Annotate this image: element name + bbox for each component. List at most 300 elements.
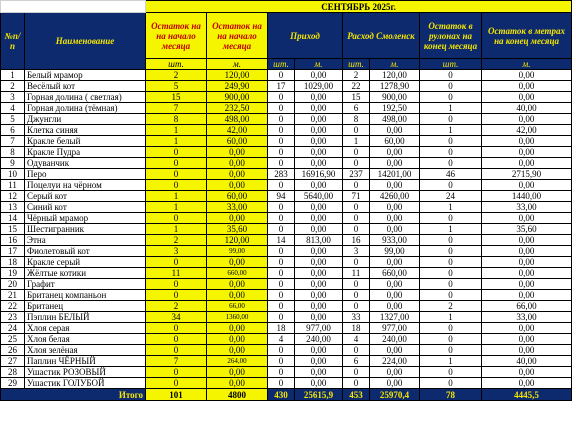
end-m-cell[interactable]: 40,00 (482, 103, 572, 114)
start-m-cell[interactable]: 120,00 (207, 70, 268, 81)
start-m-cell[interactable]: 35,60 (207, 224, 268, 235)
end-rolls-cell[interactable]: 0 (420, 323, 482, 334)
income-m-cell[interactable]: 0,00 (295, 268, 343, 279)
start-m-cell[interactable]: 0,00 (207, 323, 268, 334)
income-pcs-cell[interactable]: 0 (268, 125, 295, 136)
income-m-cell[interactable]: 0,00 (295, 301, 343, 312)
expense-pcs-cell[interactable]: 16 (343, 235, 370, 246)
expense-pcs-cell[interactable]: 0 (343, 290, 370, 301)
start-m-cell[interactable]: 0,00 (207, 279, 268, 290)
start-m-cell[interactable]: 498,00 (207, 114, 268, 125)
income-m-cell[interactable]: 0,00 (295, 224, 343, 235)
expense-pcs-cell[interactable]: 0 (343, 224, 370, 235)
income-m-cell[interactable]: 0,00 (295, 378, 343, 389)
expense-m-cell[interactable]: 0,00 (370, 125, 420, 136)
expense-m-cell[interactable]: 192,50 (370, 103, 420, 114)
expense-m-cell[interactable]: 0,00 (370, 257, 420, 268)
start-m-cell[interactable]: 99,00 (207, 246, 268, 257)
item-name-cell[interactable]: Джунгли (25, 114, 146, 125)
end-rolls-cell[interactable]: 0 (420, 180, 482, 191)
item-name-cell[interactable]: Этна (25, 235, 146, 246)
income-pcs-cell[interactable]: 0 (268, 103, 295, 114)
start-pcs-cell[interactable]: 0 (146, 180, 207, 191)
expense-pcs-cell[interactable]: 11 (343, 268, 370, 279)
end-m-cell[interactable]: 0,00 (482, 158, 572, 169)
start-pcs-cell[interactable]: 0 (146, 334, 207, 345)
end-m-cell[interactable]: 0,00 (482, 180, 572, 191)
item-name-cell[interactable]: Одуванчик (25, 158, 146, 169)
expense-pcs-cell[interactable]: 0 (343, 279, 370, 290)
end-rolls-cell[interactable]: 24 (420, 191, 482, 202)
total-start-m[interactable]: 4800 (207, 389, 268, 401)
income-m-cell[interactable]: 0,00 (295, 246, 343, 257)
start-m-cell[interactable]: 0,00 (207, 257, 268, 268)
expense-m-cell[interactable]: 120,00 (370, 70, 420, 81)
end-rolls-cell[interactable]: 0 (420, 235, 482, 246)
end-m-cell[interactable]: 0,00 (482, 334, 572, 345)
end-m-cell[interactable]: 0,00 (482, 246, 572, 257)
header-end-rolls[interactable]: Остаток в рулонах на конец месяца (420, 13, 482, 59)
item-name-cell[interactable]: Горная долина (тёмная) (25, 103, 146, 114)
expense-pcs-cell[interactable]: 22 (343, 81, 370, 92)
unit-cell[interactable]: шт. (343, 59, 370, 70)
end-rolls-cell[interactable]: 0 (420, 81, 482, 92)
start-pcs-cell[interactable]: 2 (146, 301, 207, 312)
total-label[interactable]: Итого (1, 389, 146, 401)
end-m-cell[interactable]: 2715,90 (482, 169, 572, 180)
total-end-m[interactable]: 4445,5 (482, 389, 572, 401)
expense-pcs-cell[interactable]: 0 (343, 125, 370, 136)
header-expense[interactable]: Расход Смоленск (343, 13, 420, 59)
income-m-cell[interactable]: 1029,00 (295, 81, 343, 92)
end-rolls-cell[interactable]: 1 (420, 356, 482, 367)
start-pcs-cell[interactable]: 2 (146, 70, 207, 81)
start-pcs-cell[interactable]: 0 (146, 279, 207, 290)
unit-cell[interactable]: шт. (420, 59, 482, 70)
expense-m-cell[interactable]: 498,00 (370, 114, 420, 125)
expense-m-cell[interactable]: 99,00 (370, 246, 420, 257)
end-m-cell[interactable]: 0,00 (482, 92, 572, 103)
income-m-cell[interactable]: 0,00 (295, 158, 343, 169)
end-m-cell[interactable]: 0,00 (482, 345, 572, 356)
row-number-cell[interactable]: 27 (1, 356, 25, 367)
header-income[interactable]: Приход (268, 13, 343, 59)
expense-pcs-cell[interactable]: 0 (343, 147, 370, 158)
item-name-cell[interactable]: Хлоя серая (25, 323, 146, 334)
end-rolls-cell[interactable]: 0 (420, 114, 482, 125)
expense-pcs-cell[interactable]: 0 (343, 301, 370, 312)
item-name-cell[interactable]: Ушастик ГОЛУБОЙ (25, 378, 146, 389)
total-income-pcs[interactable]: 430 (268, 389, 295, 401)
start-m-cell[interactable]: 0,00 (207, 290, 268, 301)
start-m-cell[interactable]: 0,00 (207, 147, 268, 158)
item-name-cell[interactable]: Бритaнец компаньон (25, 290, 146, 301)
income-pcs-cell[interactable]: 283 (268, 169, 295, 180)
item-name-cell[interactable]: Поцелуи на чёрном (25, 180, 146, 191)
income-m-cell[interactable]: 0,00 (295, 114, 343, 125)
income-pcs-cell[interactable]: 0 (268, 257, 295, 268)
start-pcs-cell[interactable]: 0 (146, 169, 207, 180)
end-m-cell[interactable]: 0,00 (482, 213, 572, 224)
income-pcs-cell[interactable]: 0 (268, 356, 295, 367)
row-number-cell[interactable]: 11 (1, 180, 25, 191)
end-rolls-cell[interactable]: 0 (420, 158, 482, 169)
expense-pcs-cell[interactable]: 4 (343, 334, 370, 345)
income-pcs-cell[interactable]: 0 (268, 136, 295, 147)
income-pcs-cell[interactable]: 0 (268, 290, 295, 301)
end-rolls-cell[interactable]: 0 (420, 70, 482, 81)
end-m-cell[interactable]: 33,00 (482, 312, 572, 323)
income-m-cell[interactable]: 0,00 (295, 213, 343, 224)
expense-pcs-cell[interactable]: 3 (343, 246, 370, 257)
item-name-cell[interactable]: Перо (25, 169, 146, 180)
end-m-cell[interactable]: 33,00 (482, 202, 572, 213)
row-number-cell[interactable]: 25 (1, 334, 25, 345)
start-pcs-cell[interactable]: 1 (146, 191, 207, 202)
start-pcs-cell[interactable]: 1 (146, 136, 207, 147)
start-m-cell[interactable]: 33,00 (207, 202, 268, 213)
start-m-cell[interactable]: 1360,00 (207, 312, 268, 323)
end-rolls-cell[interactable]: 0 (420, 136, 482, 147)
start-m-cell[interactable]: 249,90 (207, 81, 268, 92)
item-name-cell[interactable]: Фиолетовый кот (25, 246, 146, 257)
income-m-cell[interactable]: 0,00 (295, 125, 343, 136)
expense-m-cell[interactable]: 0,00 (370, 202, 420, 213)
income-m-cell[interactable]: 0,00 (295, 356, 343, 367)
income-m-cell[interactable]: 0,00 (295, 180, 343, 191)
item-name-cell[interactable]: Чёрный мрамор (25, 213, 146, 224)
item-name-cell[interactable]: Белый мрамор (25, 70, 146, 81)
start-m-cell[interactable]: 0,00 (207, 180, 268, 191)
income-m-cell[interactable]: 977,00 (295, 323, 343, 334)
header-start-pcs[interactable]: Остаток на на начало месяца (146, 13, 207, 59)
row-number-cell[interactable]: 1 (1, 70, 25, 81)
expense-m-cell[interactable]: 0,00 (370, 279, 420, 290)
start-m-cell[interactable]: 660,00 (207, 268, 268, 279)
income-m-cell[interactable]: 0,00 (295, 147, 343, 158)
income-pcs-cell[interactable]: 4 (268, 334, 295, 345)
income-m-cell[interactable]: 240,00 (295, 334, 343, 345)
end-rolls-cell[interactable]: 0 (420, 279, 482, 290)
row-number-cell[interactable]: 20 (1, 279, 25, 290)
expense-m-cell[interactable]: 1278,90 (370, 81, 420, 92)
income-m-cell[interactable]: 5640,00 (295, 191, 343, 202)
end-m-cell[interactable]: 0,00 (482, 323, 572, 334)
expense-m-cell[interactable]: 0,00 (370, 147, 420, 158)
row-number-cell[interactable]: 2 (1, 81, 25, 92)
item-name-cell[interactable]: Синий кот (25, 202, 146, 213)
unit-cell[interactable]: м. (482, 59, 572, 70)
unit-cell[interactable]: шт. (268, 59, 295, 70)
expense-pcs-cell[interactable]: 18 (343, 323, 370, 334)
item-name-cell[interactable]: Жёлтые котики (25, 268, 146, 279)
end-m-cell[interactable]: 0,00 (482, 367, 572, 378)
item-name-cell[interactable]: Серый кот (25, 191, 146, 202)
income-m-cell[interactable]: 0,00 (295, 92, 343, 103)
income-m-cell[interactable]: 0,00 (295, 367, 343, 378)
expense-m-cell[interactable]: 0,00 (370, 290, 420, 301)
start-pcs-cell[interactable]: 0 (146, 147, 207, 158)
end-m-cell[interactable]: 0,00 (482, 147, 572, 158)
start-pcs-cell[interactable]: 0 (146, 213, 207, 224)
end-rolls-cell[interactable]: 2 (420, 301, 482, 312)
income-m-cell[interactable]: 0,00 (295, 103, 343, 114)
expense-m-cell[interactable]: 0,00 (370, 213, 420, 224)
start-m-cell[interactable]: 0,00 (207, 367, 268, 378)
row-number-cell[interactable]: 10 (1, 169, 25, 180)
total-end-rolls[interactable]: 78 (420, 389, 482, 401)
header-name[interactable]: Наименование (25, 13, 146, 70)
row-number-cell[interactable]: 15 (1, 224, 25, 235)
expense-pcs-cell[interactable]: 237 (343, 169, 370, 180)
start-m-cell[interactable]: 42,00 (207, 125, 268, 136)
unit-cell[interactable]: шт. (146, 59, 207, 70)
row-number-cell[interactable]: 23 (1, 312, 25, 323)
end-m-cell[interactable]: 66,00 (482, 301, 572, 312)
row-number-cell[interactable]: 28 (1, 367, 25, 378)
start-m-cell[interactable]: 60,00 (207, 191, 268, 202)
expense-pcs-cell[interactable]: 15 (343, 92, 370, 103)
item-name-cell[interactable]: Горная долина ( светлая) (25, 92, 146, 103)
expense-m-cell[interactable]: 1327,00 (370, 312, 420, 323)
start-pcs-cell[interactable]: 3 (146, 246, 207, 257)
start-pcs-cell[interactable]: 0 (146, 158, 207, 169)
expense-m-cell[interactable]: 977,00 (370, 323, 420, 334)
income-pcs-cell[interactable]: 0 (268, 279, 295, 290)
start-m-cell[interactable]: 264,00 (207, 356, 268, 367)
end-rolls-cell[interactable]: 1 (420, 125, 482, 136)
income-pcs-cell[interactable]: 0 (268, 224, 295, 235)
expense-m-cell[interactable]: 0,00 (370, 378, 420, 389)
header-end-m[interactable]: Остаток в метрах на конец месяца (482, 13, 572, 59)
end-m-cell[interactable]: 1440,00 (482, 191, 572, 202)
expense-m-cell[interactable]: 240,00 (370, 334, 420, 345)
expense-m-cell[interactable]: 60,00 (370, 136, 420, 147)
expense-m-cell[interactable]: 0,00 (370, 345, 420, 356)
row-number-cell[interactable]: 22 (1, 301, 25, 312)
expense-m-cell[interactable]: 224,00 (370, 356, 420, 367)
expense-pcs-cell[interactable]: 0 (343, 345, 370, 356)
end-m-cell[interactable]: 0,00 (482, 81, 572, 92)
end-m-cell[interactable]: 42,00 (482, 125, 572, 136)
start-pcs-cell[interactable]: 8 (146, 114, 207, 125)
income-pcs-cell[interactable]: 0 (268, 268, 295, 279)
end-m-cell[interactable]: 35,60 (482, 224, 572, 235)
expense-pcs-cell[interactable]: 1 (343, 136, 370, 147)
item-name-cell[interactable]: Хлоя белая (25, 334, 146, 345)
unit-cell[interactable]: м. (207, 59, 268, 70)
end-m-cell[interactable]: 0,00 (482, 290, 572, 301)
end-m-cell[interactable]: 0,00 (482, 114, 572, 125)
start-m-cell[interactable]: 232,50 (207, 103, 268, 114)
end-m-cell[interactable]: 0,00 (482, 136, 572, 147)
item-name-cell[interactable]: Графит (25, 279, 146, 290)
income-m-cell[interactable]: 0,00 (295, 70, 343, 81)
item-name-cell[interactable]: Весёлый кот (25, 81, 146, 92)
expense-pcs-cell[interactable]: 71 (343, 191, 370, 202)
start-pcs-cell[interactable]: 7 (146, 356, 207, 367)
expense-m-cell[interactable]: 0,00 (370, 158, 420, 169)
row-number-cell[interactable]: 18 (1, 257, 25, 268)
expense-pcs-cell[interactable]: 0 (343, 180, 370, 191)
expense-m-cell[interactable]: 933,00 (370, 235, 420, 246)
unit-cell[interactable]: м. (370, 59, 420, 70)
end-rolls-cell[interactable]: 0 (420, 334, 482, 345)
start-m-cell[interactable]: 0,00 (207, 345, 268, 356)
end-m-cell[interactable]: 40,00 (482, 356, 572, 367)
row-number-cell[interactable]: 13 (1, 202, 25, 213)
income-pcs-cell[interactable]: 0 (268, 70, 295, 81)
row-number-cell[interactable]: 12 (1, 191, 25, 202)
row-number-cell[interactable]: 3 (1, 92, 25, 103)
end-rolls-cell[interactable]: 1 (420, 103, 482, 114)
income-pcs-cell[interactable]: 0 (268, 367, 295, 378)
header-start-m[interactable]: Остаток на на начало месяца (207, 13, 268, 59)
start-pcs-cell[interactable]: 5 (146, 81, 207, 92)
item-name-cell[interactable]: Кракле белый (25, 136, 146, 147)
income-pcs-cell[interactable]: 0 (268, 114, 295, 125)
start-pcs-cell[interactable]: 0 (146, 257, 207, 268)
row-number-cell[interactable]: 8 (1, 147, 25, 158)
row-number-cell[interactable]: 17 (1, 246, 25, 257)
income-pcs-cell[interactable]: 0 (268, 345, 295, 356)
income-pcs-cell[interactable]: 0 (268, 301, 295, 312)
start-m-cell[interactable]: 120,00 (207, 235, 268, 246)
expense-pcs-cell[interactable]: 0 (343, 213, 370, 224)
row-number-cell[interactable]: 16 (1, 235, 25, 246)
income-m-cell[interactable]: 0,00 (295, 136, 343, 147)
item-name-cell[interactable]: Кракле Пудра (25, 147, 146, 158)
item-name-cell[interactable]: Бритaнец (25, 301, 146, 312)
item-name-cell[interactable]: Ушастик РОЗОВЫЙ (25, 367, 146, 378)
end-rolls-cell[interactable]: 0 (420, 147, 482, 158)
total-expense-pcs[interactable]: 453 (343, 389, 370, 401)
expense-pcs-cell[interactable]: 0 (343, 378, 370, 389)
unit-cell[interactable]: м. (295, 59, 343, 70)
item-name-cell[interactable]: Хлоя зелёная (25, 345, 146, 356)
income-pcs-cell[interactable]: 18 (268, 323, 295, 334)
expense-m-cell[interactable]: 4260,00 (370, 191, 420, 202)
end-m-cell[interactable]: 0,00 (482, 378, 572, 389)
income-m-cell[interactable]: 0,00 (295, 312, 343, 323)
total-income-m[interactable]: 25615,9 (295, 389, 343, 401)
start-pcs-cell[interactable]: 34 (146, 312, 207, 323)
expense-m-cell[interactable]: 14201,00 (370, 169, 420, 180)
row-number-cell[interactable]: 26 (1, 345, 25, 356)
income-pcs-cell[interactable]: 0 (268, 158, 295, 169)
expense-pcs-cell[interactable]: 0 (343, 257, 370, 268)
expense-pcs-cell[interactable]: 0 (343, 202, 370, 213)
income-pcs-cell[interactable]: 0 (268, 92, 295, 103)
item-name-cell[interactable]: Шестигранник (25, 224, 146, 235)
income-m-cell[interactable]: 0,00 (295, 279, 343, 290)
income-m-cell[interactable]: 813,00 (295, 235, 343, 246)
start-pcs-cell[interactable]: 2 (146, 235, 207, 246)
row-number-cell[interactable]: 14 (1, 213, 25, 224)
income-m-cell[interactable]: 0,00 (295, 202, 343, 213)
start-pcs-cell[interactable]: 0 (146, 290, 207, 301)
row-number-cell[interactable]: 9 (1, 158, 25, 169)
item-name-cell[interactable]: Пэплин БЕЛЫЙ (25, 312, 146, 323)
start-pcs-cell[interactable]: 0 (146, 345, 207, 356)
start-pcs-cell[interactable]: 15 (146, 92, 207, 103)
end-rolls-cell[interactable]: 0 (420, 290, 482, 301)
expense-pcs-cell[interactable]: 33 (343, 312, 370, 323)
start-pcs-cell[interactable]: 7 (146, 103, 207, 114)
income-pcs-cell[interactable]: 0 (268, 147, 295, 158)
total-expense-m[interactable]: 25970,4 (370, 389, 420, 401)
income-pcs-cell[interactable]: 94 (268, 191, 295, 202)
start-m-cell[interactable]: 0,00 (207, 158, 268, 169)
start-pcs-cell[interactable]: 1 (146, 224, 207, 235)
income-pcs-cell[interactable]: 0 (268, 213, 295, 224)
end-rolls-cell[interactable]: 1 (420, 312, 482, 323)
expense-pcs-cell[interactable]: 8 (343, 114, 370, 125)
end-rolls-cell[interactable]: 0 (420, 345, 482, 356)
income-pcs-cell[interactable]: 0 (268, 246, 295, 257)
income-m-cell[interactable]: 16916,90 (295, 169, 343, 180)
item-name-cell[interactable]: Кракле серый (25, 257, 146, 268)
start-m-cell[interactable]: 0,00 (207, 213, 268, 224)
header-num[interactable]: №п/п (1, 13, 25, 70)
start-pcs-cell[interactable]: 1 (146, 125, 207, 136)
end-rolls-cell[interactable]: 0 (420, 378, 482, 389)
end-rolls-cell[interactable]: 0 (420, 246, 482, 257)
row-number-cell[interactable]: 24 (1, 323, 25, 334)
row-number-cell[interactable]: 19 (1, 268, 25, 279)
start-pcs-cell[interactable]: 11 (146, 268, 207, 279)
start-m-cell[interactable]: 900,00 (207, 92, 268, 103)
income-m-cell[interactable]: 0,00 (295, 257, 343, 268)
start-m-cell[interactable]: 60,00 (207, 136, 268, 147)
expense-m-cell[interactable]: 900,00 (370, 92, 420, 103)
income-pcs-cell[interactable]: 17 (268, 81, 295, 92)
end-rolls-cell[interactable]: 0 (420, 268, 482, 279)
end-rolls-cell[interactable]: 1 (420, 202, 482, 213)
end-rolls-cell[interactable]: 0 (420, 257, 482, 268)
end-m-cell[interactable]: 0,00 (482, 70, 572, 81)
income-pcs-cell[interactable]: 0 (268, 202, 295, 213)
row-number-cell[interactable]: 21 (1, 290, 25, 301)
start-pcs-cell[interactable]: 1 (146, 202, 207, 213)
expense-m-cell[interactable]: 0,00 (370, 367, 420, 378)
income-pcs-cell[interactable]: 0 (268, 378, 295, 389)
start-pcs-cell[interactable]: 0 (146, 367, 207, 378)
end-rolls-cell[interactable]: 0 (420, 92, 482, 103)
end-rolls-cell[interactable]: 46 (420, 169, 482, 180)
end-m-cell[interactable]: 0,00 (482, 257, 572, 268)
start-m-cell[interactable]: 0,00 (207, 334, 268, 345)
expense-pcs-cell[interactable]: 2 (343, 70, 370, 81)
expense-m-cell[interactable]: 0,00 (370, 301, 420, 312)
start-m-cell[interactable]: 66,00 (207, 301, 268, 312)
row-number-cell[interactable]: 4 (1, 103, 25, 114)
end-m-cell[interactable]: 0,00 (482, 279, 572, 290)
end-rolls-cell[interactable]: 0 (420, 213, 482, 224)
start-m-cell[interactable]: 0,00 (207, 169, 268, 180)
item-name-cell[interactable]: Клетка синяя (25, 125, 146, 136)
income-pcs-cell[interactable]: 14 (268, 235, 295, 246)
expense-pcs-cell[interactable]: 6 (343, 103, 370, 114)
start-pcs-cell[interactable]: 0 (146, 323, 207, 334)
row-number-cell[interactable]: 5 (1, 114, 25, 125)
income-m-cell[interactable]: 0,00 (295, 345, 343, 356)
item-name-cell[interactable]: Паплин ЧЁРНЫЙ (25, 356, 146, 367)
row-number-cell[interactable]: 7 (1, 136, 25, 147)
income-pcs-cell[interactable]: 0 (268, 312, 295, 323)
end-rolls-cell[interactable]: 1 (420, 224, 482, 235)
expense-m-cell[interactable]: 0,00 (370, 224, 420, 235)
